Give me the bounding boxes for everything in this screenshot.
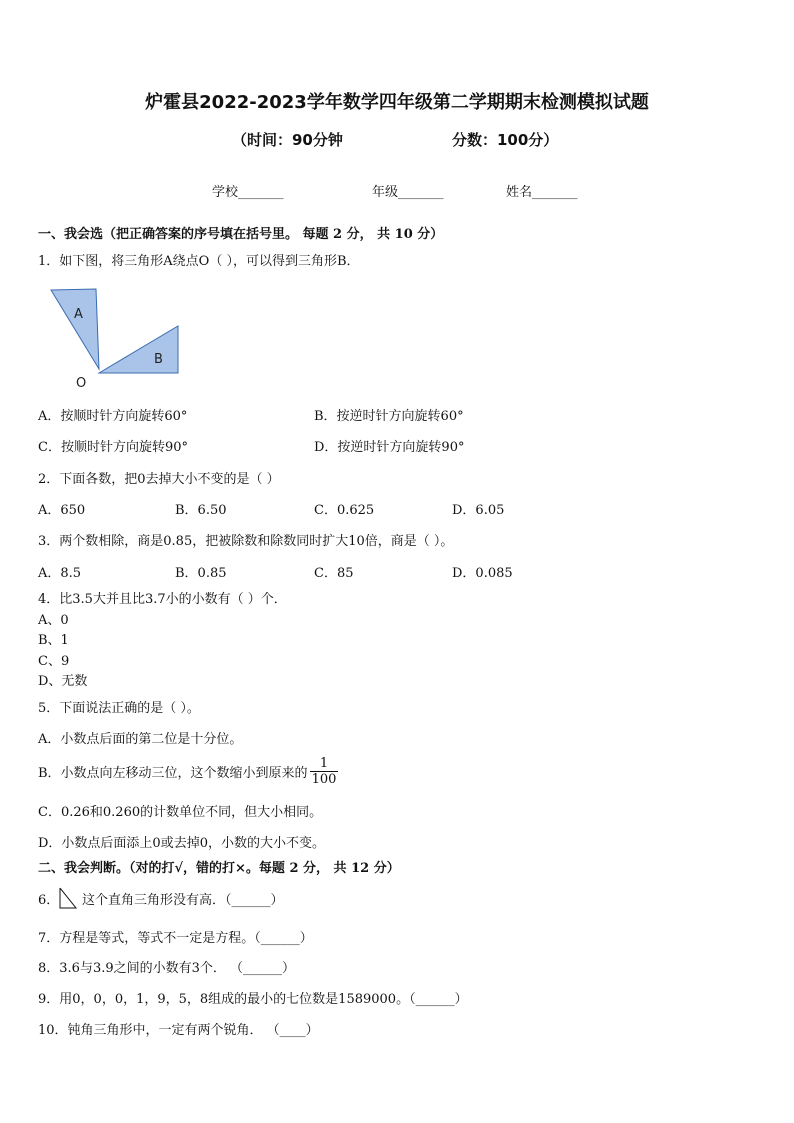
q5-option-b-text: B．小数点向左移动三位，这个数缩小到原来的 (38, 766, 308, 781)
exam-score: 分数：100分） (452, 131, 559, 149)
q5-stem: 5．下面说法正确的是（ ）。 (38, 701, 200, 716)
right-triangle-icon (58, 886, 78, 910)
q2-option-a: A．650 (38, 503, 86, 518)
fraction-numerator: 1 (310, 756, 339, 772)
grade-field: 年级_______ (372, 185, 444, 200)
q3-option-c: C．85 (314, 566, 354, 581)
triangle-b (99, 326, 178, 373)
q5-option-c: C．0.26和0.260的计数单位不同，但大小相同。 (38, 805, 323, 820)
q2-stem: 2．下面各数，把0去掉大小不变的是（ ） (38, 472, 280, 487)
q4-stem: 4．比3.5大并且比3.7小的小数有（ ）个． (38, 592, 287, 607)
q4-option-d: D、无数 (38, 674, 88, 689)
triangle-a (51, 289, 99, 369)
q6-number: 6． (38, 893, 60, 908)
label-b: B (154, 352, 163, 367)
fraction (310, 756, 339, 787)
q4-option-b: B、1 (38, 633, 69, 648)
q3-option-d: D．0.085 (452, 566, 513, 581)
q1-stem: 1．如下图，将三角形A绕点O（ ），可以得到三角形B． (38, 254, 360, 269)
q9: 9．用0，0，0，1，9，5，8组成的最小的七位数是1589000。（______） (38, 992, 468, 1007)
q1-option-a: A．按顺时针方向旋转60° (38, 409, 188, 424)
q5-option-d: D．小数点后面添上0或去掉0，小数的大小不变。 (38, 836, 325, 851)
q2-option-b: B．6.50 (175, 503, 227, 518)
q8: 8．3.6与3.9之间的小数有3个． （______） (38, 961, 296, 976)
q1-option-c: C．按顺时针方向旋转90° (38, 440, 188, 455)
page-title: 炉霍县2022-2023学年数学四年级第二学期期末检测模拟试题 (145, 92, 649, 113)
q2-option-d: D．6.05 (452, 503, 505, 518)
q5-option-a: A．小数点后面的第二位是十分位。 (38, 732, 243, 747)
q10: 10．钝角三角形中，一定有两个锐角． （____） (38, 1023, 319, 1038)
section2-heading: 二、我会判断。（对的打√，错的打×。每题 2 分， 共 12 分） (38, 861, 400, 876)
section1-heading: 一、我会选（把正确答案的序号填在括号里。 每题 2 分， 共 10 分） (38, 227, 444, 242)
exam-time: （时间：90分钟 (232, 131, 343, 149)
label-a: A (74, 307, 83, 322)
name-field: 姓名_______ (506, 185, 578, 200)
q3-option-a: A．8.5 (38, 566, 82, 581)
q7: 7．方程是等式，等式不一定是方程。（______） (38, 931, 313, 946)
q1-option-d: D．按逆时针方向旋转90° (314, 440, 465, 455)
q5-option-b (38, 756, 338, 787)
q4-option-a: A、0 (38, 613, 69, 628)
school-field: 学校_______ (212, 185, 284, 200)
q2-option-c: C．0.625 (314, 503, 375, 518)
q4-option-c: C、9 (38, 654, 70, 669)
rotation-figure (48, 286, 188, 390)
fraction-denominator: 100 (311, 772, 337, 787)
q3-option-b: B．0.85 (175, 566, 227, 581)
label-o: O (76, 376, 87, 390)
q6-text: 这个直角三角形没有高．（______） (82, 893, 284, 908)
q3-stem: 3．两个数相除，商是0.85，把被除数和除数同时扩大10倍，商是（ ）。 (38, 534, 454, 549)
q1-option-b: B．按逆时针方向旋转60° (314, 409, 464, 424)
